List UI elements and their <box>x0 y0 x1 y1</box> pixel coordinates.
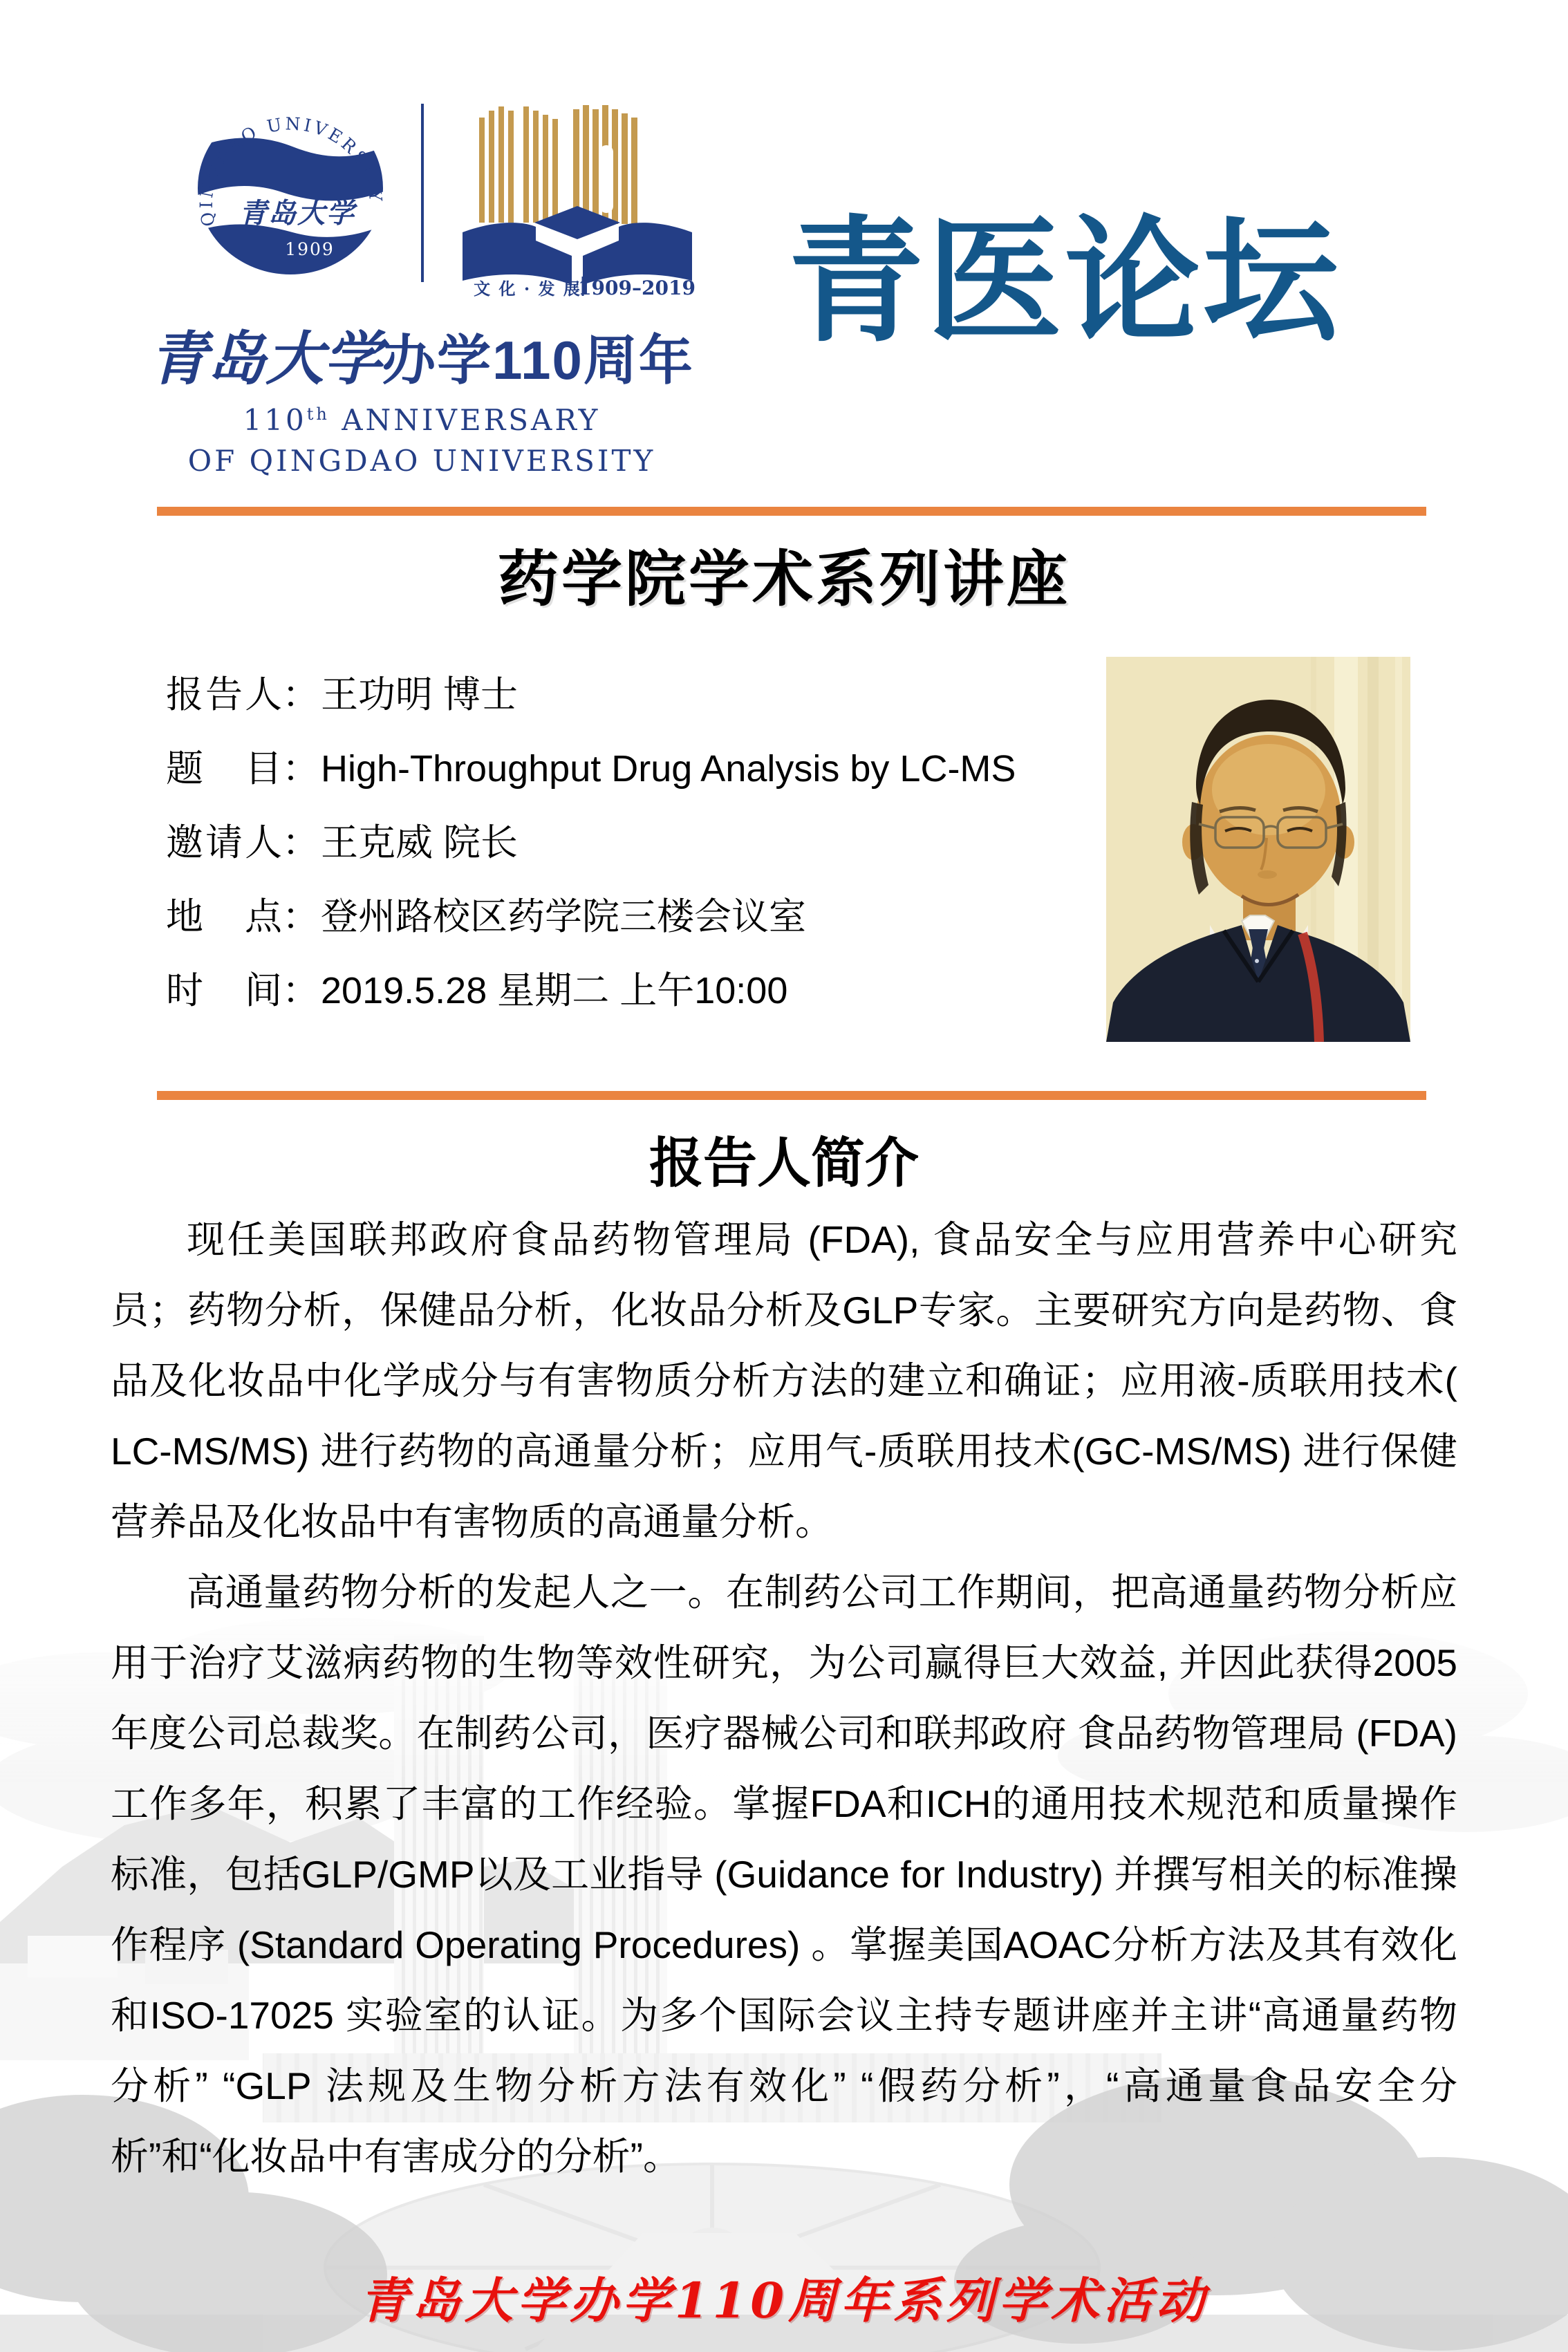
seal-cn-name: 青岛大学 <box>239 197 355 230</box>
detail-row-speaker <box>166 658 1106 732</box>
anniv-caption-years: 1909–2019 <box>578 277 696 299</box>
forum-title: 青医论坛 <box>788 206 1342 357</box>
anniversary-title-en2: OF QINGDAO UNIVERSITY <box>187 444 656 478</box>
detail-value: High-Throughput Drug Analysis by LC-MS <box>321 748 1016 790</box>
university-seal-logo <box>192 98 389 279</box>
anniversary-110: 110 <box>243 403 307 437</box>
fullwidth-colon: ： <box>282 970 319 1011</box>
anniv-caption-cn: 文 化 · 发 展 <box>474 279 581 299</box>
detail-label: 题目 <box>166 748 282 790</box>
gold-bars-110 <box>479 105 637 224</box>
seal-arc-text: QINGDAO UNIVERSITY <box>196 113 386 228</box>
fullwidth-colon: ： <box>282 674 319 716</box>
anniversary-word: ANNIVERSARY <box>329 403 601 437</box>
anniversary-title-cn <box>142 312 702 396</box>
fullwidth-colon: ： <box>282 748 319 790</box>
bio-heading: 报告人简介 <box>648 1132 919 1193</box>
detail-row-host <box>166 806 1106 880</box>
lecture-details <box>166 658 1106 1028</box>
zero-window <box>599 145 613 213</box>
detail-label: 地点 <box>166 896 282 937</box>
lecture-series-title: 药学院学术系列讲座 <box>497 545 1070 613</box>
detail-value: 2019.5.28 星期二 上午10:00 <box>321 970 788 1011</box>
bio-paragraph-2: 高通量药物分析的发起人之一。在制药公司工作期间，把高通量药物分析应用于治疗艾滋病药物的生物等效性研究，为公司赢得巨大效益, 并因此获得2005年度公司总裁奖。在制药公司，医疗器械公司和联邦政府 食品药物管理局 (FDA) 工作多年，积累了丰富的工作经验。掌握FDA和ICH的通用技术规范和质量操作标准，包括GLP/GMP以及工业指导 (Guidance for Industry) 并撰写相关的标准操作程序 (Standard Operating Procedures) 。掌握美国AOAC分析方法及其有效化和ISO-17025 实验室的认证。为多个国际会议主持专题讲座并主讲“高通量药物分析” “GLP 法规及生物分析方法有效化” “假药分析”，“高通量食品安全分析”和“化妆品中有害成分的分析”。 <box>111 1571 1457 2178</box>
detail-value: 登州路校区药学院三楼会议室 <box>321 896 806 937</box>
detail-label: 报告人 <box>166 674 282 716</box>
open-book-icon <box>463 206 692 285</box>
series-banner: 青岛大学办学110周年系列学术活动 <box>359 2272 1209 2329</box>
anniversary-th-sup: th <box>306 404 330 424</box>
detail-value: 王克威 院长 <box>321 822 519 864</box>
detail-label: 时间 <box>166 970 282 1011</box>
anniversary-title-en1 <box>142 403 702 437</box>
bio-text <box>111 1204 1457 2192</box>
anniversary-110-logo <box>446 91 709 299</box>
fullwidth-colon: ： <box>282 896 319 937</box>
seal-year: 1909 <box>285 239 335 259</box>
detail-label: 邀请人 <box>166 822 282 864</box>
bio-paragraph-1: 现任美国联邦政府食品药物管理局 (FDA), 食品安全与应用营养中心研究员；药物分析，保健品分析，化妆品分析及GLP专家。主要研究方向是药物、食品及化妆品中化学成分与有害物质分析方法的建立和确证；应用液-质联用技术( LC-MS/MS) 进行药物的高通量分析；应用气-质联用技术(GC-MS/MS) 进行保健营养品及化妆品中有害物质的高通量分析。 <box>111 1218 1457 1543</box>
detail-row-location <box>166 880 1106 954</box>
detail-row-time <box>166 954 1106 1028</box>
anniversary-title-bold: 办学110周年 <box>382 330 694 391</box>
anniversary-title-calligraphy: 青岛大学 <box>149 324 382 393</box>
detail-row-topic <box>166 732 1106 806</box>
orange-rule-bottom <box>157 1091 1426 1100</box>
logo-divider <box>421 104 424 282</box>
orange-rule-top <box>157 507 1426 516</box>
speaker-photo <box>1106 657 1410 1042</box>
fullwidth-colon: ： <box>282 822 319 864</box>
anniversary-title-block <box>142 312 702 478</box>
detail-value: 王功明 博士 <box>321 674 519 716</box>
